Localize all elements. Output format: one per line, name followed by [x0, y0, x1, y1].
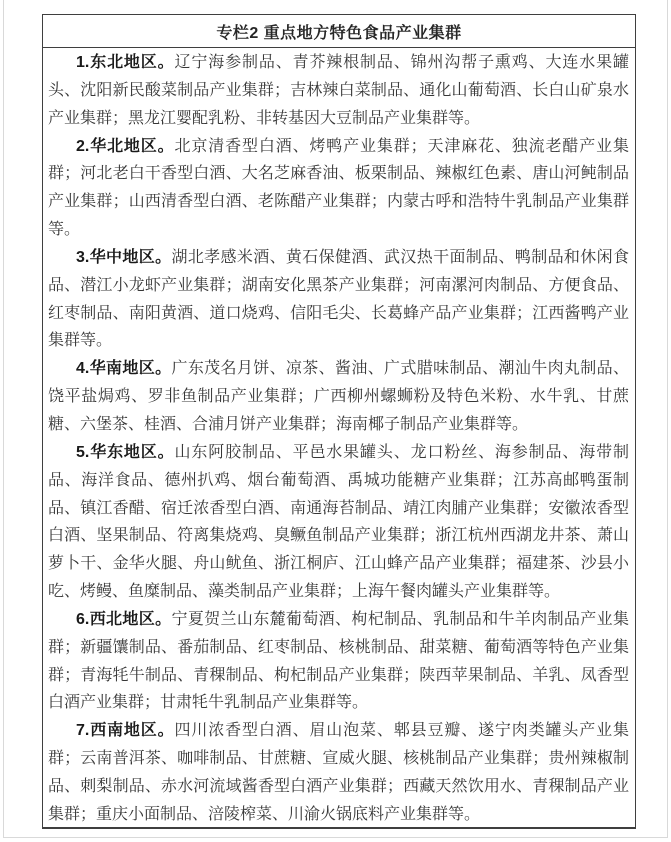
region-paragraph	[48, 606, 629, 717]
region-items-text: 湖北孝感米酒、黄石保健酒、武汉热干面制品、鸭制品和休闲食品、潜江小龙虾产业集群；湖南安化黑茶产业集群；河南漯河肉制品、方便食品、红枣制品、南阳黄酒、道口烧鸡、信阳毛尖、长葛蜂产品产业集群；江西酱鸭产业集群等。	[48, 248, 629, 350]
region-paragraph	[48, 133, 629, 244]
column2-box	[42, 14, 636, 829]
region-lead: 4.华南地区。	[76, 360, 172, 378]
region-lead: 5.华东地区。	[76, 443, 175, 461]
column-title: 专栏2 重点地方特色食品产业集群	[216, 24, 462, 42]
region-items-text: 北京清香型白酒、烤鸭产业集群；天津麻花、独流老醋产业集群；河北老白干香型白酒、大名芝麻香油、板栗制品、辣椒红色素、唐山河鲀制品产业集群；山西清香型白酒、老陈醋产业集群；内蒙古呼和浩特牛乳制品产业集群等。	[48, 137, 629, 239]
region-lead: 6.西北地区。	[76, 610, 172, 628]
region-lead: 3.华中地区。	[76, 248, 172, 266]
box-body	[43, 48, 635, 829]
region-paragraph	[48, 717, 629, 828]
region-items-text: 四川浓香型白酒、眉山泡菜、郫县豆瓣、遂宁肉类罐头产业集群；云南普洱茶、咖啡制品、甘蔗糖、宣威火腿、核桃制品产业集群；贵州辣椒制品、刺梨制品、赤水河流域酱香型白酒产业集群；西藏天然饮用水、青稞制品产业集群；重庆小面制品、涪陵榨菜、川渝火锅底料产业集群等。	[48, 722, 629, 823]
region-paragraph	[48, 244, 629, 355]
region-paragraph	[48, 49, 629, 133]
region-items-text: 宁夏贺兰山东麓葡萄酒、枸杞制品、乳制品和牛羊肉制品产业集群；新疆馕制品、番茄制品、红枣制品、核桃制品、甜菜糖、葡萄酒等特色产业集群；青海牦牛制品、青稞制品、枸杞制品产业集群；陕西苹果制品、羊乳、凤香型白酒产业集群；甘肃牦牛乳制品产业集群等。	[48, 610, 629, 712]
region-items-text: 山东阿胶制品、平邑水果罐头、龙口粉丝、海参制品、海带制品、海洋食品、德州扒鸡、烟台葡萄酒、禹城功能糖产业集群；江苏高邮鸭蛋制品、镇江香醋、宿迁浓香型白酒、南通海苔制品、靖江肉脯产业集群；安徽浓香型白酒、坚果制品、符离集烧鸡、臭鳜鱼制品产业集群；浙江杭州西湖龙井茶、萧山萝卜干、金华火腿、舟山鱿鱼、浙江桐庐、江山蜂产品产业集群；福建茶、沙县小吃、烤鳗、鱼糜制品、藻类制品产业集群；上海午餐肉罐头产业集群等。	[48, 443, 629, 601]
region-items-text: 广东茂名月饼、凉茶、酱油、广式腊味制品、潮汕牛肉丸制品、饶平盐焗鸡、罗非鱼制品产业集群；广西柳州螺蛳粉及特色米粉、水牛乳、甘蔗糖、六堡茶、桂酒、合浦月饼产业集群；海南椰子制品产业集群等。	[48, 360, 629, 433]
column-title-row	[43, 15, 635, 48]
region-items-text: 辽宁海参制品、青芥辣根制品、锦州沟帮子熏鸡、大连水果罐头、沈阳新民酸菜制品产业集群；吉林辣白菜制品、通化山葡萄酒、长白山矿泉水产业集群；黑龙江婴配乳粉、非转基因大豆制品产业集群等。	[48, 54, 629, 127]
region-lead: 2.华北地区。	[76, 137, 175, 155]
region-paragraph	[48, 355, 629, 439]
region-lead: 7.西南地区。	[76, 722, 175, 740]
region-lead: 1.东北地区。	[76, 54, 175, 71]
region-paragraph	[48, 439, 629, 606]
